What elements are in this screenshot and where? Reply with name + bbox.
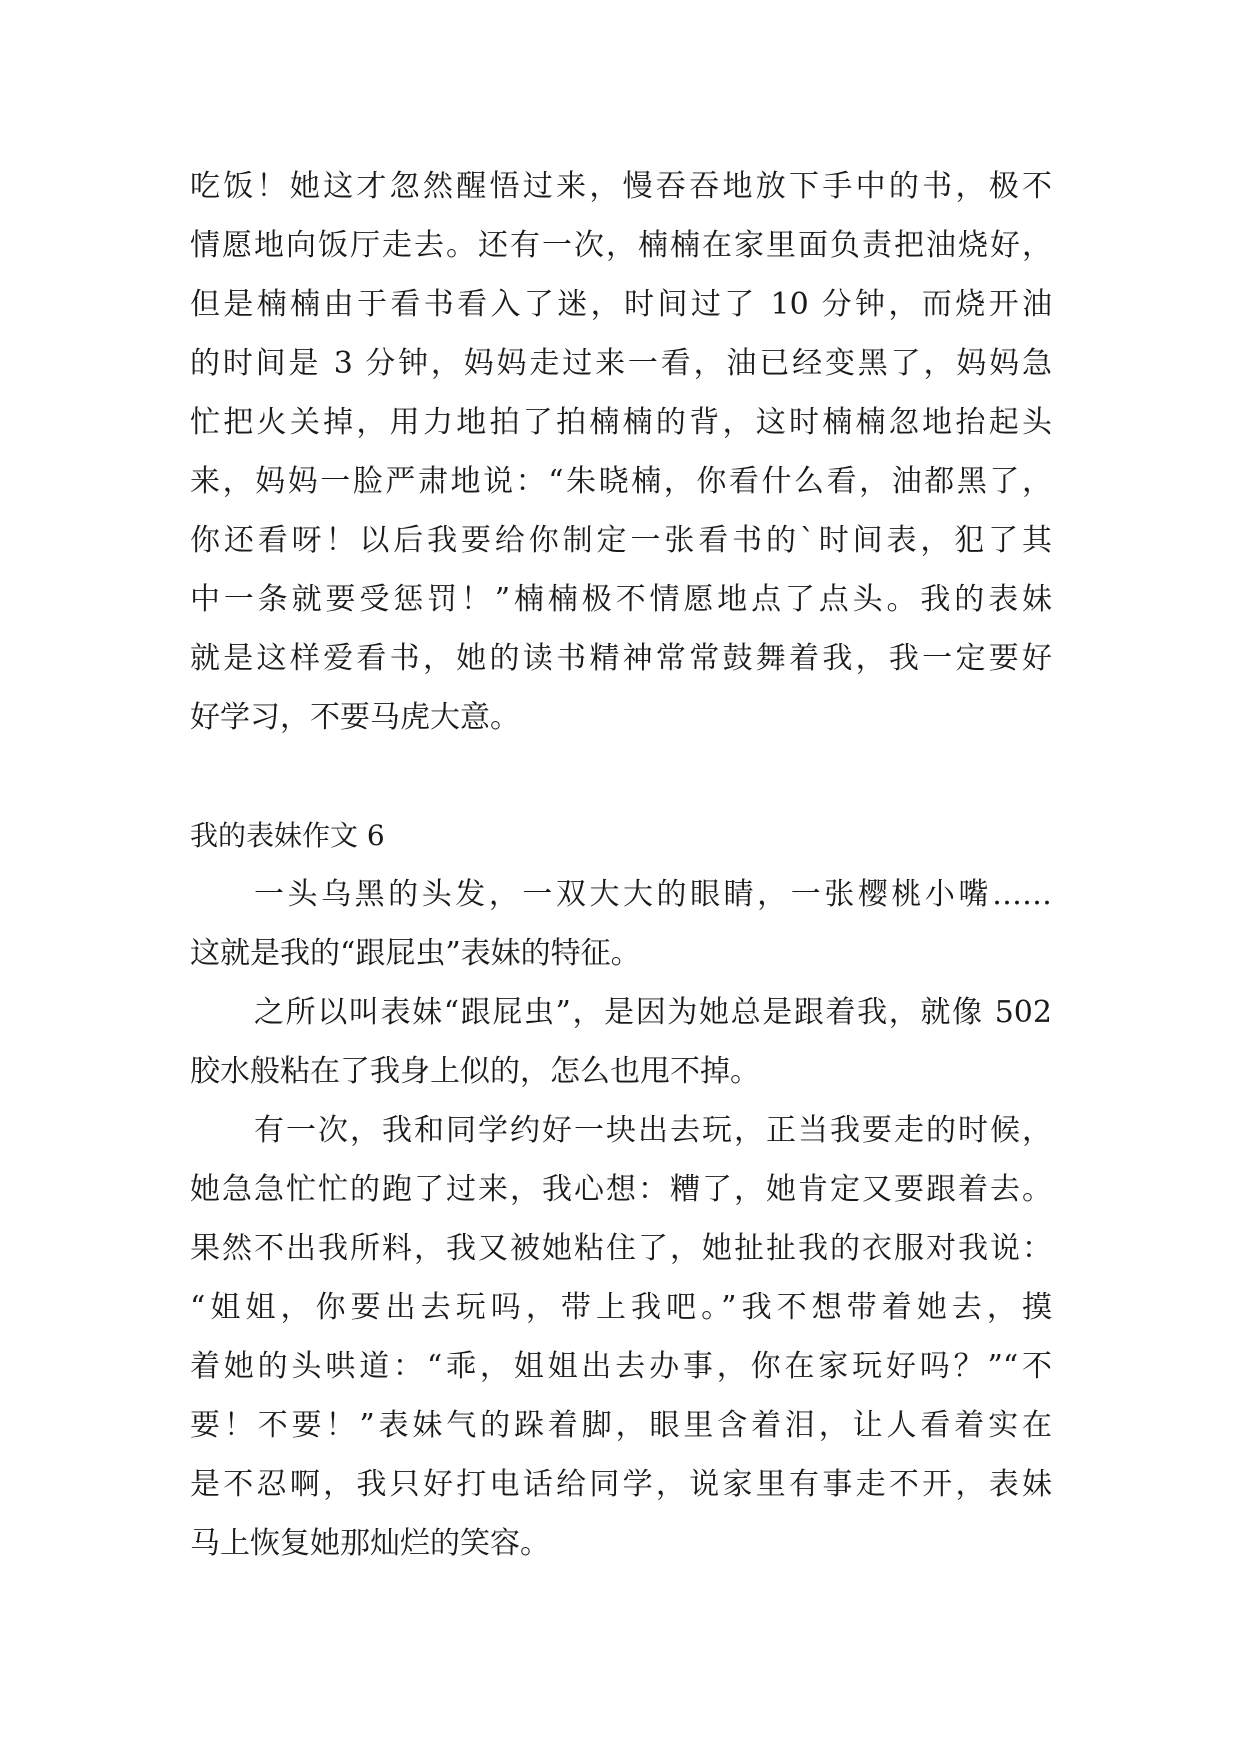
text-line: 好学习，不要马虎大意。: [190, 700, 520, 735]
text-line: 着她的头哄道：“乖，姐姐出去办事，你在家玩好吗？”“不: [190, 1349, 1052, 1384]
paragraph-first-line: 有一次，我和同学约好一块出去玩，正当我要走的时候，: [254, 1113, 1052, 1148]
text-line: 来，妈妈一脸严肃地说：“朱晓楠，你看什么看，油都黑了，: [190, 464, 1052, 499]
text-line: “姐姐，你要出去玩吗，带上我吧。”我不想带着她去，摸: [190, 1290, 1052, 1325]
text-line: 你还看呀！以后我要给你制定一张看书的`时间表，犯了其: [190, 523, 1052, 558]
text-line: 要！不要！”表妹气的跺着脚，眼里含着泪，让人看着实在: [190, 1408, 1052, 1443]
text-line: 这就是我的“跟屁虫”表妹的特征。: [190, 936, 641, 971]
paragraph-first-line: 一头乌黑的头发，一双大大的眼睛，一张樱桃小嘴……: [254, 877, 1052, 912]
text-line: 的时间是 3 分钟，妈妈走过来一看，油已经变黑了，妈妈急: [190, 346, 1052, 381]
blank-line: [190, 747, 1052, 806]
text-line: 吃饭！她这才忽然醒悟过来，慢吞吞地放下手中的书，极不: [190, 169, 1052, 204]
text-line: 就是这样爱看书，她的读书精神常常鼓舞着我，我一定要好: [190, 641, 1052, 676]
paragraph-first-line: 之所以叫表妹“跟屁虫”，是因为她总是跟着我，就像 502: [254, 995, 1052, 1030]
text-line: 她急急忙忙的跑了过来，我心想：糟了，她肯定又要跟着去。: [190, 1172, 1052, 1207]
text-line: 忙把火关掉，用力地拍了拍楠楠的背，这时楠楠忽地抬起头: [190, 405, 1052, 440]
text-line: 胶水般粘在了我身上似的，怎么也甩不掉。: [190, 1054, 760, 1089]
text-line: 马上恢复她那灿烂的笑容。: [190, 1526, 550, 1561]
text-line: 中一条就要受惩罚！”楠楠极不情愿地点了点头。我的表妹: [190, 582, 1052, 617]
document-body: [190, 157, 1052, 1573]
section-heading: 我的表妹作文 6: [190, 819, 385, 852]
text-line: 情愿地向饭厅走去。还有一次，楠楠在家里面负责把油烧好，: [190, 228, 1052, 263]
text-line: 是不忍啊，我只好打电话给同学，说家里有事走不开，表妹: [190, 1467, 1052, 1502]
text-line: 但是楠楠由于看书看入了迷，时间过了 10 分钟，而烧开油: [190, 287, 1052, 322]
text-line: 果然不出我所料，我又被她粘住了，她扯扯我的衣服对我说：: [190, 1231, 1052, 1266]
